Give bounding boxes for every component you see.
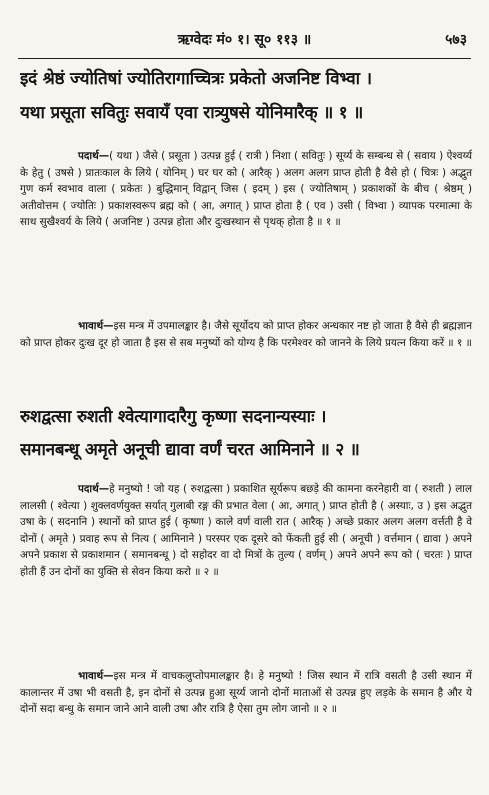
mantra-1-line-2: यथा प्रसूता सवितुः सवायँ एवा रात्र्युषसे योनिमारैक् ॥ १ ॥ (20, 103, 364, 123)
mantra-2-line-1: रुशद्वत्सा रुशती श्वेत्यागादारैगु कृष्णा सदनान्यस्याः । (20, 407, 327, 427)
bhavartha-1 (20, 318, 472, 351)
running-title: ऋग्वेदः मं० १। सू० ११३ ॥ (177, 32, 312, 48)
padartha-2 (20, 481, 472, 580)
bhavartha-1-text: इस मन्त्र में उपमालङ्कार है। जैसे सूर्योदय को प्राप्त होकर अन्धकार नष्ट हो जाता है वैसे ही ब्रह्मज्ञान को प्राप्त होकर दुःख दूर हो जाता है इस से सब मनुष्यों को योग्य है कि परमेश्वर को जानने के लिये प्रयत्न किया करें ॥ १ ॥ (20, 320, 472, 349)
padartha-1-label: पदार्थ— (78, 150, 110, 162)
mantra-2-line-2: समानबन्धू अमृते अनूची द्यावा वर्णं चरत आमिनाने ॥ २ ॥ (20, 440, 360, 460)
header-rule (18, 58, 471, 59)
padartha-1-text: ( यथा ) जैसे ( प्रसूता ) उत्पन्न हुई ( रात्री ) निशा ( सवितुः ) सूर्य्य के सम्बन्ध से ( सवाय ) ऐश्वर्य्य के हेतु ( उषसे ) प्रातःकाल के लिये ( योनिम् ) घर घर को ( आरैक् ) अलग अलग प्राप्त होती है वैसे हो ( चित्रः ) अद्भुत गुण कर्म स्वभाव वाला ( प्रकेतः ) बुद्धिमान् विद्वान् जिस ( इदम् ) इस ( ज्योतिषाम् ) प्रकाशकों के बीच ( श्रेष्ठम् ) अतीवोत्तम ( ज्योतिः ) प्रकाशस्वरूप ब्रह्म को ( आ, अगात् ) प्राप्त होता है ( एव ) उसी ( विभ्वा ) व्यापक परमात्मा के साथ सुखैश्वर्य के लिये ( अजनिष्ट ) उत्पन्न होता और दुःखस्थान से पृथक् होता है ॥ १ ॥ (20, 150, 473, 228)
bhavartha-2-label: भावार्थ— (78, 670, 114, 682)
padartha-1 (20, 148, 472, 231)
bhavartha-2-text: इस मन्त्र में वाचकलुप्तोपमालङ्कार है। हे मनुष्यो ! जिस स्थान में रात्रि वसती है उसी स्थान में कालान्तर में उषा भी वसती है, इन दोनों से उत्पन्न हुआ सूर्य्य जानो दोनों माताओं से उत्पन्न हुए लड़के के समान है और ये दोनों सदा बन्धु के समान जाने आने वाली उषा और रात्रि है ऐसा तुम लोग जानो ॥ २ ॥ (20, 670, 472, 715)
padartha-2-label: पदार्थ— (78, 483, 110, 495)
bhavartha-2 (20, 668, 472, 718)
page-header (0, 30, 489, 52)
mantra-1-line-1: इदं श्रेष्ठं ज्योतिषां ज्योतिरागाच्चित्रः प्रकेतो अजनिष्ट विभ्वा । (20, 69, 372, 89)
padartha-2-text: हे मनुष्यो ! जो यह ( रुशद्वत्सा ) प्रकाशित सूर्यरूप बछड़े की कामना करनेहारी वा ( रुशती ) लाल लालसी ( श्वेत्या ) शुक्लवर्णयुक्त सर्यात् गुलाबी रङ्ग की प्रभात वेला ( आ, अगात् ) प्राप्त होती है ( अस्याः, उ ) इस अद्भुत उषा के ( सदनानि ) स्थानों को प्राप्त हुई ( कृष्णा ) काले वर्ण वाली रात ( आरैक् ) अच्छे प्रकार अलग अलग वर्त्तती है वे दोनों ( अमृते ) प्रवाह रूप से नित्य ( आमिनाने ) परस्पर एक दूसरे को फेंकती हुई सी ( अनूची ) वर्त्तमान ( द्यावा ) अपने अपने प्रकाश से प्रकाशमान ( समानबन्धू ) दो सहोदर वा दो मित्रों के तुल्य ( वर्णम् ) अपने अपने रूप को ( चरतः ) प्राप्त होती हैं उन दोनों का युक्ति से सेवन किया करो ॥ २ ॥ (20, 483, 472, 578)
bhavartha-1-label: भावार्थ— (78, 320, 114, 332)
page-number: ५७३ (445, 32, 467, 48)
